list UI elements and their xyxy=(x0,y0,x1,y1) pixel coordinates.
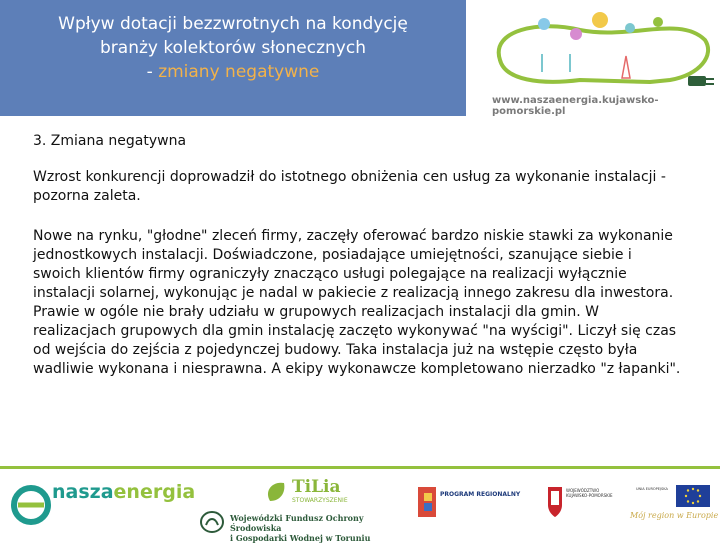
paragraph-2: Nowe na rynku, "głodne" zleceń firmy, zaczęły oferować bardzo niskie stawki za wykonanie jednostkowych instalacji. Doświadczone, posiadające umiejętności, szanujące siebie i swoich klientów firmy ograniczyły znacząco usługi polegające na realizacji wyłącznie instalacji solarnej, wykonując je nadal w pakiecie z realizacją innego zakresu dla inwestora. Prawie w ogóle nie brały udziału w grupowych realizacjach instalacji dla gmin. W realizacjach grupowych dla gmin instalację zaczęto wykonywać "na wyścigi". Liczył się czas od wejścia do zejścia z pojedynczej budowy. Taka instalacja już na wstępie często była wadliwie wykonana i niesprawna. A ekipy wykonawcze kompletowano nierzadko "z łapanki". xyxy=(33,228,681,377)
naszaenergia-logo-text xyxy=(52,481,195,503)
eu-text: UNIA EUROPEJSKA xyxy=(636,487,668,491)
wfosigw-text xyxy=(230,513,400,543)
wfosigw-emblem-icon xyxy=(200,511,224,533)
eu-flag-icon xyxy=(676,485,710,507)
kujawsko-pomorskie-text: WOJEWÓDZTWO KUJAWSKO-POMORSKIE xyxy=(566,488,613,498)
title-line-2: branży kolektorów słonecznych xyxy=(100,38,366,58)
tilia-logo-text: TiLia xyxy=(292,477,341,497)
title-line-3-prefix: - xyxy=(146,62,159,82)
title-accent: zmiany negatywne xyxy=(158,62,320,82)
naszaenergia-suffix: energia xyxy=(113,481,196,503)
title-line-3 xyxy=(0,60,466,84)
title-line-1: Wpływ dotacji bezzwrotnych na kondycję xyxy=(58,14,408,34)
naszaenergia-prefix: nasza xyxy=(52,481,114,503)
footer-logos xyxy=(0,469,720,543)
paragraph-1: Wzrost konkurencji doprowadził do istotnego obniżenia cen usług za wykonanie instalacji - pozorna zaleta. xyxy=(33,169,666,204)
program-regionalny-logo-icon xyxy=(418,483,530,521)
slide-title xyxy=(0,0,466,116)
tilia-subtitle: STOWARZYSZENIE xyxy=(292,497,348,504)
wfosigw-line-2: i Gospodarki Wodnej w Toruniu xyxy=(230,533,371,543)
site-url: www.naszaenergia.kujawsko-pomorskie.pl xyxy=(492,95,659,117)
slide-content xyxy=(33,132,683,379)
section-title: 3. Zmiana negatywna xyxy=(33,133,187,149)
wfosigw-line-1: Wojewódzki Fundusz Ochrony Środowiska xyxy=(230,513,364,533)
program-regionalny-text: PROGRAM REGIONALNY xyxy=(440,491,521,498)
eu-slogan: Mój region w Europie xyxy=(630,511,719,520)
